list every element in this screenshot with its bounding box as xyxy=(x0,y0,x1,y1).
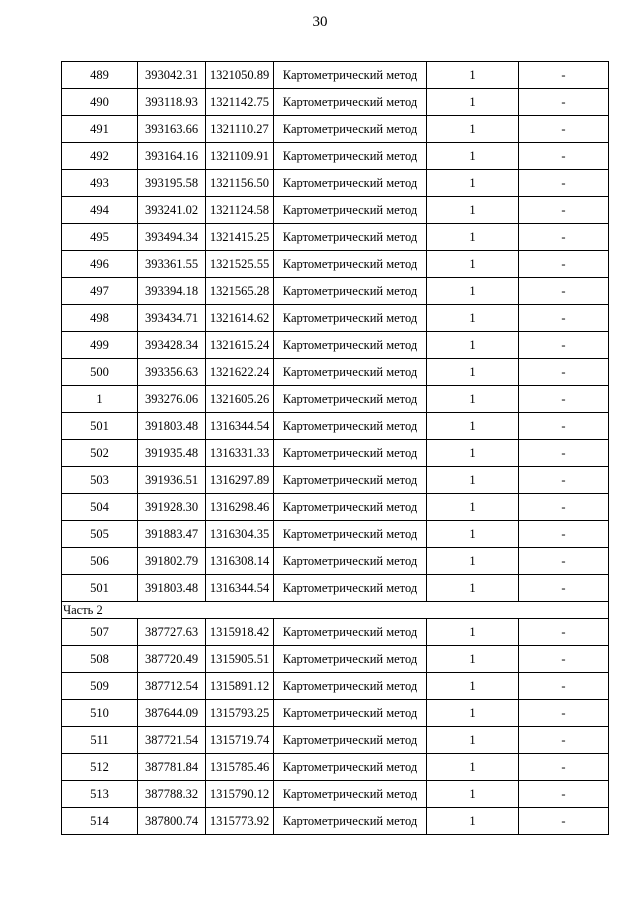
accuracy-cell: 1 xyxy=(427,548,519,575)
x-coordinate-cell: 391803.48 xyxy=(138,413,206,440)
accuracy-cell: 1 xyxy=(427,619,519,646)
y-coordinate-cell: 1316344.54 xyxy=(206,575,274,602)
x-coordinate-cell: 393428.34 xyxy=(138,332,206,359)
x-coordinate-cell: 393163.66 xyxy=(138,116,206,143)
point-number-cell: 499 xyxy=(62,332,138,359)
table-row xyxy=(62,808,609,835)
accuracy-cell: 1 xyxy=(427,359,519,386)
section-label: Часть 2 xyxy=(62,602,609,619)
table-row xyxy=(62,62,609,89)
point-number-cell: 511 xyxy=(62,727,138,754)
accuracy-cell: 1 xyxy=(427,521,519,548)
note-cell: - xyxy=(519,197,609,224)
table-row xyxy=(62,143,609,170)
note-cell: - xyxy=(519,413,609,440)
y-coordinate-cell: 1315891.12 xyxy=(206,673,274,700)
y-coordinate-cell: 1321050.89 xyxy=(206,62,274,89)
note-cell: - xyxy=(519,673,609,700)
note-cell: - xyxy=(519,494,609,521)
method-cell: Картометрический метод xyxy=(274,413,427,440)
point-number-cell: 491 xyxy=(62,116,138,143)
table-row xyxy=(62,197,609,224)
table-row xyxy=(62,673,609,700)
note-cell: - xyxy=(519,332,609,359)
note-cell: - xyxy=(519,440,609,467)
table-row xyxy=(62,781,609,808)
table-row xyxy=(62,440,609,467)
method-cell: Картометрический метод xyxy=(274,548,427,575)
y-coordinate-cell: 1321615.24 xyxy=(206,332,274,359)
x-coordinate-cell: 391803.48 xyxy=(138,575,206,602)
x-coordinate-cell: 387800.74 xyxy=(138,808,206,835)
point-number-cell: 497 xyxy=(62,278,138,305)
x-coordinate-cell: 387727.63 xyxy=(138,619,206,646)
table-row xyxy=(62,359,609,386)
accuracy-cell: 1 xyxy=(427,197,519,224)
x-coordinate-cell: 393276.06 xyxy=(138,386,206,413)
accuracy-cell: 1 xyxy=(427,440,519,467)
table-row xyxy=(62,646,609,673)
coordinates-table xyxy=(61,61,609,835)
method-cell: Картометрический метод xyxy=(274,700,427,727)
point-number-cell: 498 xyxy=(62,305,138,332)
accuracy-cell: 1 xyxy=(427,646,519,673)
y-coordinate-cell: 1321565.28 xyxy=(206,278,274,305)
method-cell: Картометрический метод xyxy=(274,62,427,89)
point-number-cell: 502 xyxy=(62,440,138,467)
method-cell: Картометрический метод xyxy=(274,116,427,143)
y-coordinate-cell: 1321614.62 xyxy=(206,305,274,332)
point-number-cell: 494 xyxy=(62,197,138,224)
accuracy-cell: 1 xyxy=(427,143,519,170)
note-cell: - xyxy=(519,143,609,170)
point-number-cell: 490 xyxy=(62,89,138,116)
table-row xyxy=(62,224,609,251)
method-cell: Картометрический метод xyxy=(274,440,427,467)
table-row xyxy=(62,413,609,440)
x-coordinate-cell: 387712.54 xyxy=(138,673,206,700)
y-coordinate-cell: 1315918.42 xyxy=(206,619,274,646)
method-cell: Картометрический метод xyxy=(274,781,427,808)
coordinates-table-body xyxy=(62,62,609,835)
method-cell: Картометрический метод xyxy=(274,727,427,754)
point-number-cell: 509 xyxy=(62,673,138,700)
table-row xyxy=(62,521,609,548)
y-coordinate-cell: 1316298.46 xyxy=(206,494,274,521)
point-number-cell: 505 xyxy=(62,521,138,548)
note-cell: - xyxy=(519,808,609,835)
point-number-cell: 492 xyxy=(62,143,138,170)
method-cell: Картометрический метод xyxy=(274,251,427,278)
accuracy-cell: 1 xyxy=(427,467,519,494)
note-cell: - xyxy=(519,781,609,808)
method-cell: Картометрический метод xyxy=(274,521,427,548)
table-row xyxy=(62,700,609,727)
point-number-cell: 510 xyxy=(62,700,138,727)
x-coordinate-cell: 387721.54 xyxy=(138,727,206,754)
note-cell: - xyxy=(519,224,609,251)
y-coordinate-cell: 1316344.54 xyxy=(206,413,274,440)
x-coordinate-cell: 393241.02 xyxy=(138,197,206,224)
method-cell: Картометрический метод xyxy=(274,467,427,494)
note-cell: - xyxy=(519,170,609,197)
accuracy-cell: 1 xyxy=(427,305,519,332)
y-coordinate-cell: 1321525.55 xyxy=(206,251,274,278)
x-coordinate-cell: 391928.30 xyxy=(138,494,206,521)
point-number-cell: 503 xyxy=(62,467,138,494)
note-cell: - xyxy=(519,359,609,386)
page-number: 30 xyxy=(312,14,328,30)
point-number-cell: 501 xyxy=(62,413,138,440)
x-coordinate-cell: 387720.49 xyxy=(138,646,206,673)
y-coordinate-cell: 1321622.24 xyxy=(206,359,274,386)
point-number-cell: 501 xyxy=(62,575,138,602)
table-row xyxy=(62,619,609,646)
x-coordinate-cell: 393164.16 xyxy=(138,143,206,170)
point-number-cell: 496 xyxy=(62,251,138,278)
table-row xyxy=(62,467,609,494)
y-coordinate-cell: 1315719.74 xyxy=(206,727,274,754)
table-row xyxy=(62,170,609,197)
method-cell: Картометрический метод xyxy=(274,646,427,673)
method-cell: Картометрический метод xyxy=(274,197,427,224)
accuracy-cell: 1 xyxy=(427,575,519,602)
section-row xyxy=(62,602,609,619)
method-cell: Картометрический метод xyxy=(274,386,427,413)
x-coordinate-cell: 391883.47 xyxy=(138,521,206,548)
y-coordinate-cell: 1321605.26 xyxy=(206,386,274,413)
point-number-cell: 504 xyxy=(62,494,138,521)
note-cell: - xyxy=(519,575,609,602)
note-cell: - xyxy=(519,700,609,727)
y-coordinate-cell: 1316331.33 xyxy=(206,440,274,467)
accuracy-cell: 1 xyxy=(427,754,519,781)
accuracy-cell: 1 xyxy=(427,673,519,700)
y-coordinate-cell: 1316297.89 xyxy=(206,467,274,494)
point-number-cell: 500 xyxy=(62,359,138,386)
point-number-cell: 507 xyxy=(62,619,138,646)
x-coordinate-cell: 393361.55 xyxy=(138,251,206,278)
note-cell: - xyxy=(519,89,609,116)
accuracy-cell: 1 xyxy=(427,224,519,251)
table-row xyxy=(62,332,609,359)
table-row xyxy=(62,575,609,602)
x-coordinate-cell: 391935.48 xyxy=(138,440,206,467)
point-number-cell: 512 xyxy=(62,754,138,781)
x-coordinate-cell: 393494.34 xyxy=(138,224,206,251)
accuracy-cell: 1 xyxy=(427,413,519,440)
point-number-cell: 493 xyxy=(62,170,138,197)
x-coordinate-cell: 393042.31 xyxy=(138,62,206,89)
method-cell: Картометрический метод xyxy=(274,494,427,521)
note-cell: - xyxy=(519,467,609,494)
y-coordinate-cell: 1315793.25 xyxy=(206,700,274,727)
note-cell: - xyxy=(519,754,609,781)
method-cell: Картометрический метод xyxy=(274,808,427,835)
y-coordinate-cell: 1321109.91 xyxy=(206,143,274,170)
point-number-cell: 495 xyxy=(62,224,138,251)
method-cell: Картометрический метод xyxy=(274,278,427,305)
note-cell: - xyxy=(519,251,609,278)
method-cell: Картометрический метод xyxy=(274,619,427,646)
table-row xyxy=(62,305,609,332)
x-coordinate-cell: 393394.18 xyxy=(138,278,206,305)
point-number-cell: 514 xyxy=(62,808,138,835)
method-cell: Картометрический метод xyxy=(274,332,427,359)
table-row xyxy=(62,754,609,781)
method-cell: Картометрический метод xyxy=(274,305,427,332)
method-cell: Картометрический метод xyxy=(274,575,427,602)
y-coordinate-cell: 1315785.46 xyxy=(206,754,274,781)
y-coordinate-cell: 1321142.75 xyxy=(206,89,274,116)
x-coordinate-cell: 387644.09 xyxy=(138,700,206,727)
method-cell: Картометрический метод xyxy=(274,359,427,386)
accuracy-cell: 1 xyxy=(427,386,519,413)
note-cell: - xyxy=(519,278,609,305)
note-cell: - xyxy=(519,521,609,548)
y-coordinate-cell: 1315790.12 xyxy=(206,781,274,808)
accuracy-cell: 1 xyxy=(427,808,519,835)
x-coordinate-cell: 387781.84 xyxy=(138,754,206,781)
y-coordinate-cell: 1321156.50 xyxy=(206,170,274,197)
y-coordinate-cell: 1321124.58 xyxy=(206,197,274,224)
accuracy-cell: 1 xyxy=(427,62,519,89)
note-cell: - xyxy=(519,386,609,413)
note-cell: - xyxy=(519,62,609,89)
method-cell: Картометрический метод xyxy=(274,754,427,781)
table-row xyxy=(62,494,609,521)
accuracy-cell: 1 xyxy=(427,494,519,521)
x-coordinate-cell: 393195.58 xyxy=(138,170,206,197)
y-coordinate-cell: 1316308.14 xyxy=(206,548,274,575)
y-coordinate-cell: 1315773.92 xyxy=(206,808,274,835)
x-coordinate-cell: 391936.51 xyxy=(138,467,206,494)
y-coordinate-cell: 1321415.25 xyxy=(206,224,274,251)
accuracy-cell: 1 xyxy=(427,332,519,359)
accuracy-cell: 1 xyxy=(427,89,519,116)
y-coordinate-cell: 1321110.27 xyxy=(206,116,274,143)
table-row xyxy=(62,548,609,575)
accuracy-cell: 1 xyxy=(427,781,519,808)
point-number-cell: 1 xyxy=(62,386,138,413)
y-coordinate-cell: 1315905.51 xyxy=(206,646,274,673)
method-cell: Картометрический метод xyxy=(274,89,427,116)
x-coordinate-cell: 387788.32 xyxy=(138,781,206,808)
note-cell: - xyxy=(519,727,609,754)
accuracy-cell: 1 xyxy=(427,116,519,143)
point-number-cell: 508 xyxy=(62,646,138,673)
note-cell: - xyxy=(519,548,609,575)
accuracy-cell: 1 xyxy=(427,251,519,278)
accuracy-cell: 1 xyxy=(427,700,519,727)
x-coordinate-cell: 393434.71 xyxy=(138,305,206,332)
x-coordinate-cell: 391802.79 xyxy=(138,548,206,575)
y-coordinate-cell: 1316304.35 xyxy=(206,521,274,548)
accuracy-cell: 1 xyxy=(427,727,519,754)
accuracy-cell: 1 xyxy=(427,170,519,197)
table-row xyxy=(62,386,609,413)
point-number-cell: 513 xyxy=(62,781,138,808)
point-number-cell: 489 xyxy=(62,62,138,89)
x-coordinate-cell: 393118.93 xyxy=(138,89,206,116)
method-cell: Картометрический метод xyxy=(274,143,427,170)
note-cell: - xyxy=(519,646,609,673)
table-row xyxy=(62,278,609,305)
point-number-cell: 506 xyxy=(62,548,138,575)
note-cell: - xyxy=(519,305,609,332)
note-cell: - xyxy=(519,619,609,646)
table-row xyxy=(62,116,609,143)
method-cell: Картометрический метод xyxy=(274,224,427,251)
table-row xyxy=(62,727,609,754)
note-cell: - xyxy=(519,116,609,143)
method-cell: Картометрический метод xyxy=(274,170,427,197)
method-cell: Картометрический метод xyxy=(274,673,427,700)
accuracy-cell: 1 xyxy=(427,278,519,305)
x-coordinate-cell: 393356.63 xyxy=(138,359,206,386)
table-row xyxy=(62,251,609,278)
table-row xyxy=(62,89,609,116)
